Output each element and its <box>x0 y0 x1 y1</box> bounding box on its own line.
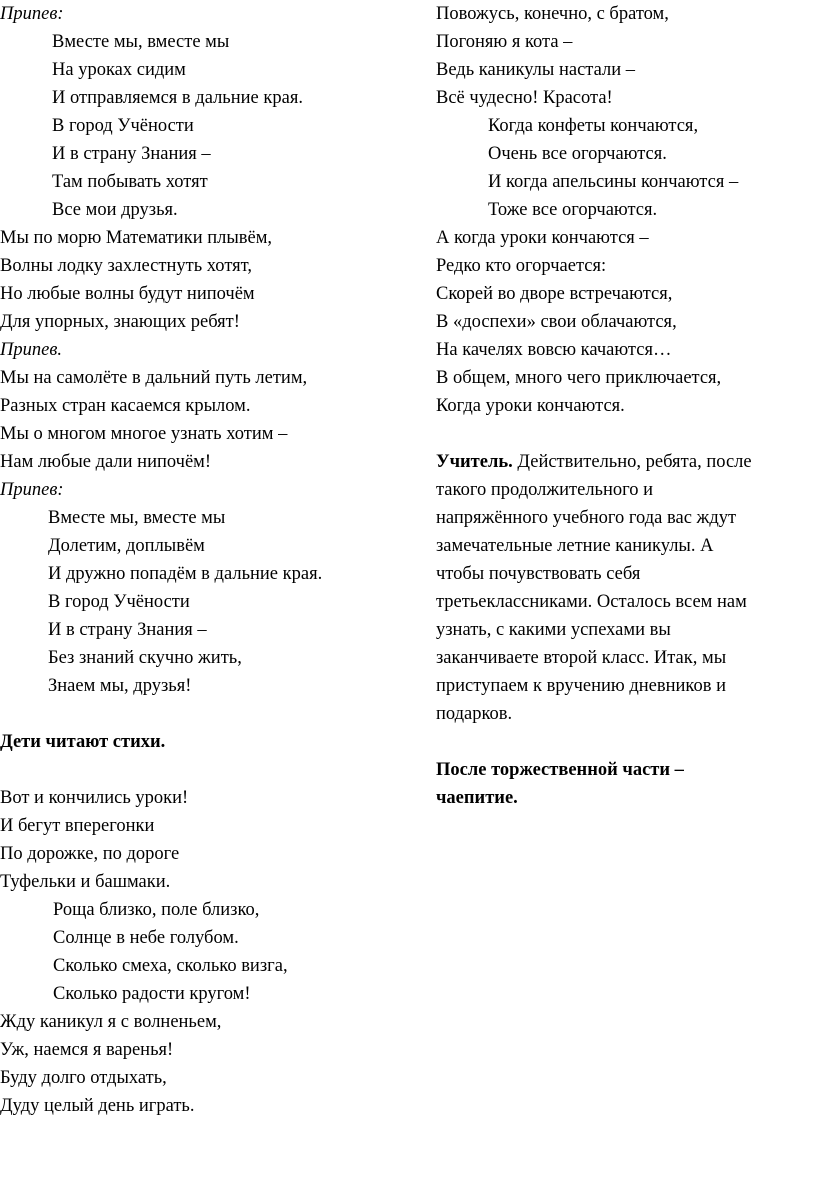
poem-line: Повожусь, конечно, с братом, <box>436 4 669 24</box>
chorus-line: Вместе мы, вместе мы <box>52 32 230 52</box>
verse-line: Мы на самолёте в дальний путь летим, <box>0 368 308 388</box>
chorus-line: Вместе мы, вместе мы <box>48 508 226 528</box>
chorus-label: Припев: <box>0 480 64 500</box>
poem-line: Когда уроки кончаются. <box>436 396 625 416</box>
blank-line <box>436 728 816 756</box>
chorus-label: Припев: <box>0 4 64 24</box>
poem-line: Сколько радости кругом! <box>53 984 251 1004</box>
chorus-line: И в страну Знания – <box>48 620 207 640</box>
teacher-speech-line: подарков. <box>436 704 513 724</box>
chorus-line: И в страну Знания – <box>52 144 211 164</box>
teacher-speech-line: чтобы почувствовать себя <box>436 564 641 584</box>
poem-line: Уж, наемся я варенья! <box>0 1040 174 1060</box>
chorus-line: На уроках сидим <box>52 60 186 80</box>
chorus-line: И отправляемся в дальние края. <box>52 88 303 108</box>
chorus-line: Там побывать хотят <box>52 172 208 192</box>
poem-line: Ведь каникулы настали – <box>436 60 635 80</box>
chorus-line: Без знаний скучно жить, <box>48 648 242 668</box>
chorus-line: Долетим, доплывём <box>48 536 205 556</box>
poem-line: Солнце в небе голубом. <box>53 928 239 948</box>
poem-line: Жду каникул я с волненьем, <box>0 1012 222 1032</box>
teacher-speech-text: Действительно, ребята, после <box>512 452 752 472</box>
right-column <box>436 0 816 812</box>
poem-line: На качелях вовсю качаются… <box>436 340 672 360</box>
poem-line: Роща близко, поле близко, <box>53 900 260 920</box>
poem-line: Туфельки и башмаки. <box>0 872 171 892</box>
poem-line: И когда апельсины кончаются – <box>488 172 739 192</box>
poem-line: Всё чудесно! Красота! <box>436 88 613 108</box>
poem-line: Тоже все огорчаются. <box>488 200 658 220</box>
poem-line: Сколько смеха, сколько визга, <box>53 956 288 976</box>
chorus-line: В город Учёности <box>48 592 190 612</box>
speaker-label: Учитель. <box>436 452 513 472</box>
poem-line: Вот и кончились уроки! <box>0 788 189 808</box>
chorus-label: Припев. <box>0 340 62 360</box>
poem-line: Погоняю я кота – <box>436 32 573 52</box>
chorus-line: И дружно попадём в дальние края. <box>48 564 323 584</box>
teacher-speech-line: заканчиваете второй класс. Итак, мы <box>436 648 727 668</box>
verse-line: Волны лодку захлестнуть хотят, <box>0 256 252 276</box>
teacher-speech-line: замечательные летние каникулы. А <box>436 536 714 556</box>
poem-line: Буду долго отдыхать, <box>0 1068 167 1088</box>
verse-line: Нам любые дали нипочём! <box>0 452 212 472</box>
verse-line: Для упорных, знающих ребят! <box>0 312 240 332</box>
poem-line: В общем, много чего приключается, <box>436 368 722 388</box>
poem-line: Дуду целый день играть. <box>0 1096 195 1116</box>
blank-line <box>0 756 410 784</box>
chorus-line: В город Учёности <box>52 116 194 136</box>
poem-line: А когда уроки кончаются – <box>436 228 649 248</box>
left-column <box>0 0 410 1120</box>
chorus-line: Знаем мы, друзья! <box>48 676 192 696</box>
verse-line: Мы о многом многое узнать хотим – <box>0 424 288 444</box>
teacher-speech-line: напряжённого учебного года вас ждут <box>436 508 737 528</box>
closing-note: чаепитие. <box>436 788 518 808</box>
teacher-speech-line <box>436 448 816 476</box>
teacher-speech-line: приступаем к вручению дневников и <box>436 676 726 696</box>
poem-line: И бегут вперегонки <box>0 816 155 836</box>
poem-line: В «доспехи» свои облачаются, <box>436 312 677 332</box>
teacher-speech-line: третьеклассниками. Осталось всем нам <box>436 592 747 612</box>
closing-note: После торжественной части – <box>436 760 684 780</box>
verse-line: Разных стран касаемся крылом. <box>0 396 251 416</box>
blank-line <box>0 700 410 728</box>
poem-line: По дорожке, по дороге <box>0 844 180 864</box>
poem-line: Когда конфеты кончаются, <box>488 116 699 136</box>
chorus-line: Все мои друзья. <box>52 200 178 220</box>
teacher-speech-line: такого продолжительного и <box>436 480 654 500</box>
poem-line: Скорей во дворе встречаются, <box>436 284 673 304</box>
verse-line: Мы по морю Математики плывём, <box>0 228 273 248</box>
poem-line: Редко кто огорчается: <box>436 256 607 276</box>
verse-line: Но любые волны будут нипочём <box>0 284 255 304</box>
teacher-speech-line: узнать, с какими успехами вы <box>436 620 671 640</box>
poem-line: Очень все огорчаются. <box>488 144 667 164</box>
blank-line <box>436 420 816 448</box>
section-heading: Дети читают стихи. <box>0 732 166 752</box>
